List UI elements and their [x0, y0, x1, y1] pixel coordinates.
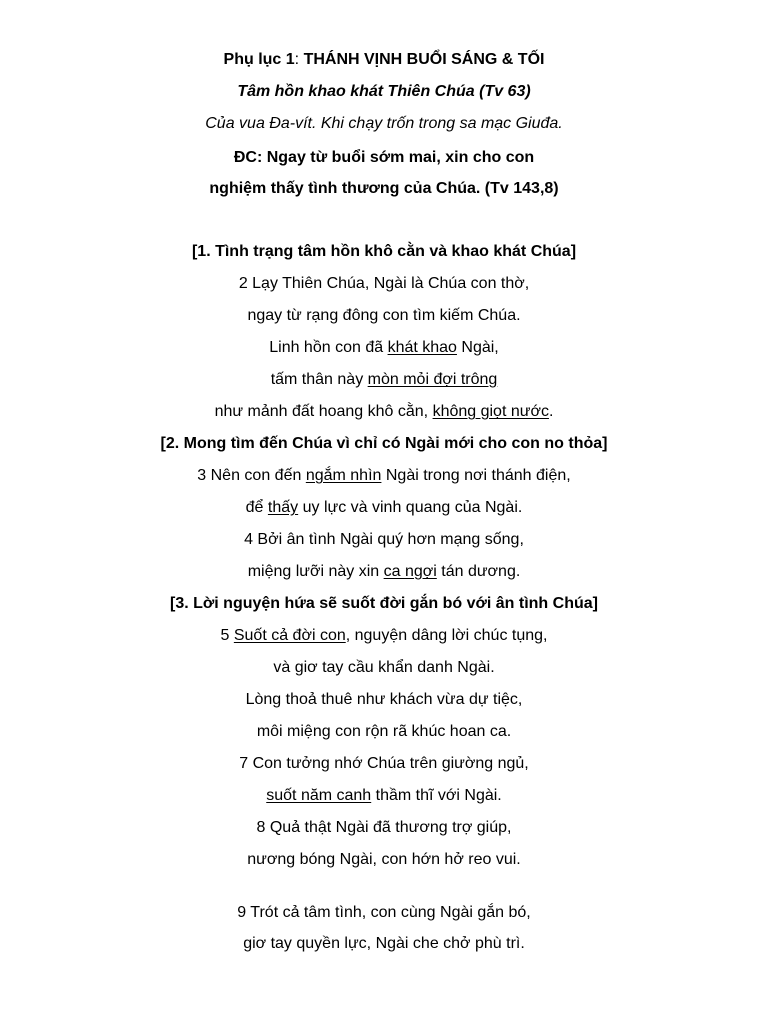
section-2-heading: [2. Mong tìm đến Chúa vì chỉ có Ngài mới cho con no thỏa]	[160, 435, 608, 452]
title-colon: :	[294, 51, 304, 68]
verse-text: .	[548, 403, 554, 420]
underlined-text: suốt năm canh	[266, 787, 372, 804]
underlined-text: ngắm nhìn	[305, 467, 382, 484]
verse-line	[0, 562, 768, 582]
verse-text: như mảnh đất hoang khô cằn,	[214, 403, 433, 420]
verse-text: Ngài trong nơi thánh điện,	[381, 467, 571, 484]
verse-line	[0, 626, 768, 646]
verse-text: Linh hồn con đã	[269, 339, 388, 356]
verse-line: 2 Lạy Thiên Chúa, Ngài là Chúa con thờ,	[238, 275, 530, 292]
verse-line	[0, 466, 768, 486]
verse-line: 8 Quả thật Ngài đã thương trợ giúp,	[256, 819, 512, 836]
verse-line: Lòng thoả thuê như khách vừa dự tiệc,	[245, 691, 523, 708]
verse-line: 9 Trót cả tâm tình, con cùng Ngài gắn bó,	[237, 904, 531, 921]
antiphon-line-1: ĐC: Ngay từ buổi sớm mai, xin cho con	[233, 149, 535, 166]
antiphon-line-2: nghiệm thấy tình thương của Chúa. (Tv 143,8)	[209, 180, 559, 197]
verse-line: và giơ tay cầu khẩn danh Ngài.	[273, 659, 495, 676]
verse-line: môi miệng con rộn rã khúc hoan ca.	[256, 723, 512, 740]
verse-text: tấm thân này	[270, 371, 368, 388]
verse-line: giơ tay quyền lực, Ngài che chở phù trì.	[243, 935, 525, 952]
verse-text: tán dương.	[436, 563, 521, 580]
verse-line: 7 Con tưởng nhớ Chúa trên giường ngủ,	[239, 755, 529, 772]
underlined-text: ca ngợi	[383, 563, 437, 580]
underlined-text: thấy	[267, 499, 299, 516]
verse-line	[0, 370, 768, 390]
section-3-heading: [3. Lời nguyện hứa sẽ suốt đời gắn bó với ân tình Chúa]	[170, 595, 598, 612]
verse-text: Ngài,	[456, 339, 499, 356]
title-prefix: Phụ lục 1	[223, 51, 295, 68]
psalm-note: Của vua Đa-vít. Khi chạy trốn trong sa mạc Giuđa.	[205, 115, 563, 132]
underlined-text: không giọt nước	[432, 403, 549, 420]
underlined-text: mòn mỏi đợi trông	[367, 371, 498, 388]
psalm-subtitle: Tâm hồn khao khát Thiên Chúa (Tv 63)	[237, 83, 531, 100]
verse-text: để	[245, 499, 268, 516]
section-1-heading: [1. Tình trạng tâm hồn khô cằn và khao khát Chúa]	[191, 243, 577, 260]
title-main: THÁNH VỊNH BUỔI SÁNG & TỐI	[303, 51, 545, 68]
verse-text: , nguyện dâng lời chúc tụng,	[345, 627, 548, 644]
verse-line	[0, 786, 768, 806]
verse-line: nương bóng Ngài, con hớn hở reo vui.	[247, 851, 521, 868]
verse-text: miệng lưỡi này xin	[247, 563, 384, 580]
verse-text: 3 Nên con đến	[197, 467, 306, 484]
page-title	[0, 50, 768, 70]
verse-line: 4 Bởi ân tình Ngài quý hơn mạng sống,	[244, 531, 524, 548]
verse-line	[0, 402, 768, 422]
underlined-text: khát khao	[387, 339, 457, 356]
underlined-text: Suốt cả đời con	[233, 627, 346, 644]
verse-text: thầm thĩ với Ngài.	[371, 787, 502, 804]
verse-text: 5	[220, 627, 234, 644]
verse-text: uy lực và vinh quang của Ngài.	[298, 499, 523, 516]
verse-line	[0, 338, 768, 358]
verse-line	[0, 498, 768, 518]
verse-line: ngay từ rạng đông con tìm kiếm Chúa.	[247, 307, 521, 324]
